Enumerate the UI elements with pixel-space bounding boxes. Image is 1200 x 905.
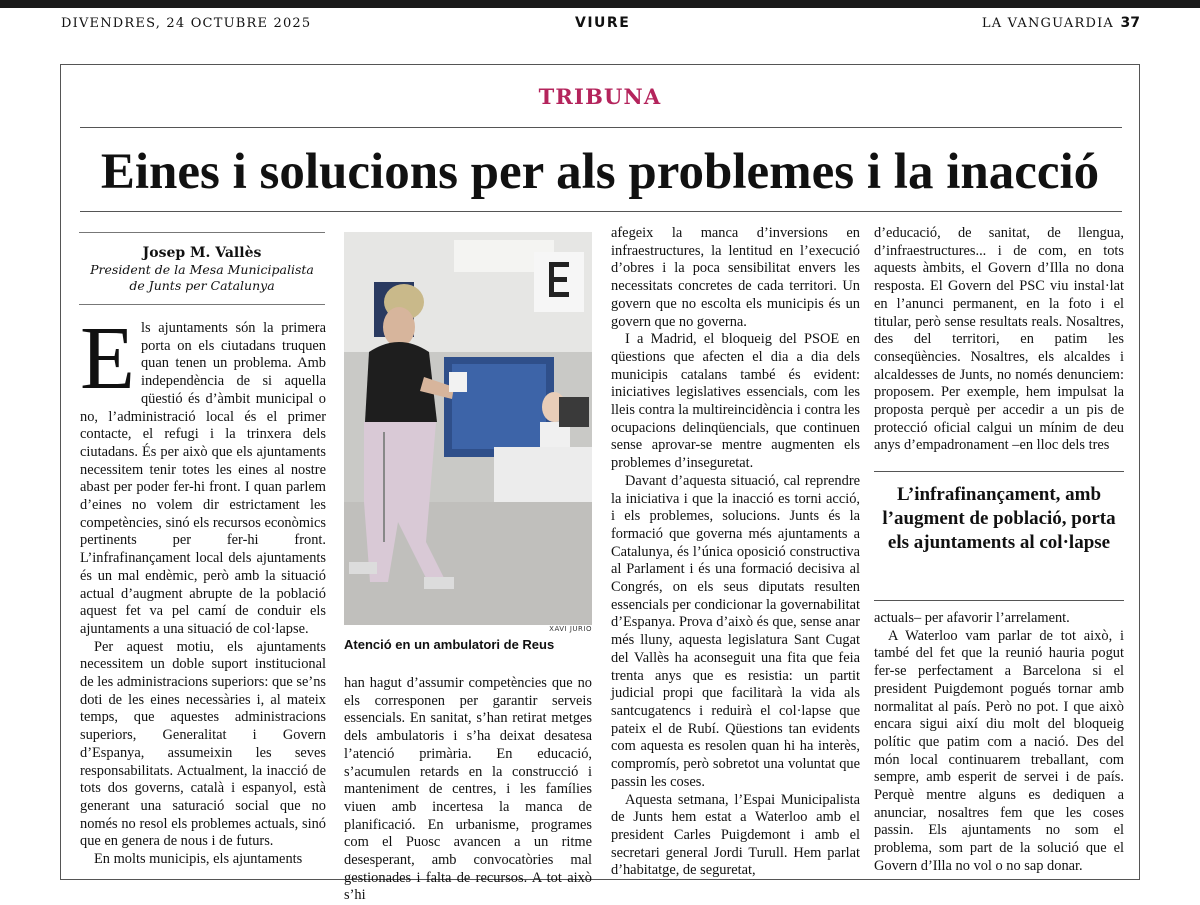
column-4-bottom bbox=[874, 610, 1124, 876]
paragraph: A Waterloo vam parlar de tot això, i també del fet que la reunió hauria pogut fer-se perfectament a Barcelona si el president Puigdemont pogués tornar amb normalitat al país. Però no pot. I que això encara sigui així diu molt del bloqueig polític que patim com a nació. Des del món local continuarem treballant, com sempre, amb esperit de servei i de país. Perquè mentre alguns es dediquen a anunciar, nosaltres fem que les coses passin. Els ajuntaments no som el problema, som part de la solució que el Govern d’Illa no vol o no sap donar. bbox=[874, 627, 1124, 874]
author-rule-bottom bbox=[79, 304, 325, 305]
paragraph: afegeix la manca d’inversions en infraestructures, la lentitud en l’execució d’obres i la poca sensibilitat envers les necessitats concretes de cada territori. Un govern que no escolta els municipis és un govern que no governa. bbox=[611, 225, 860, 330]
column-2 bbox=[344, 675, 592, 905]
author-rule-top bbox=[79, 232, 325, 233]
headline-rule bbox=[80, 211, 1122, 212]
paragraph: Davant d’aquesta situació, cal reprendre la iniciativa i que la inacció es torni acció, i els problemes, solucions. Junts és la formació que governa més ajuntaments a Catalunya, és l’única oposició constructiva al Parlament i és una formació decisiva al Congrés, on els seus diputats resulten essencials per condicionar la governabilitat d’Espanya. Prova d’això és que, sense anar més lluny, aquesta legislatura Sant Cugat del Vallès ha aconseguit una fita que feia trenta anys que es resistia: un partit judicial propi que facilitarà la vida als santcugatencs i reduirà el col·lapse que pateix el de Rubí. Qüestions tan evidents com aquesta es resolen quan hi ha interès, compromís, però sobretot una voluntat que passin les coses. bbox=[611, 472, 860, 790]
column-4-top bbox=[874, 225, 1124, 455]
paragraph: Aquesta setmana, l’Espai Municipalista de Junts hem estat a Waterloo amb el president Carles Puigdemont i amb el secretari general Jordi Turull. Hem parlat d’habitatge, de seguretat, bbox=[611, 791, 860, 879]
paragraph: actuals– per afavorir l’arrelament. bbox=[874, 610, 1070, 626]
clinic-photo-illustration bbox=[344, 232, 592, 625]
photo-credit: XAVI JURIO bbox=[549, 625, 592, 633]
paragraph: En molts municipis, els ajuntaments bbox=[94, 851, 303, 868]
paragraph: I a Madrid, el bloqueig del PSOE en qüestions que afecten el dia a dia dels municipis catalans també és evident: iniciatives legislatives essencials, com les lleis contra la multireincidència i contra les ocupacions delinqüencials, que continuen sense aprovar-se mentre augmenten els problemes d’inseguretat. bbox=[611, 331, 860, 472]
pull-quote-rule-top bbox=[874, 471, 1124, 472]
photo-caption: Atenció en un ambulatori de Reus bbox=[344, 637, 555, 652]
kicker-rule bbox=[80, 127, 1122, 128]
author-role-1: President de la Mesa Municipalista bbox=[90, 262, 314, 277]
author-block bbox=[79, 244, 325, 294]
column-3 bbox=[611, 225, 860, 880]
author-role-2: de Junts per Catalunya bbox=[129, 278, 275, 293]
page-number: 37 bbox=[1120, 15, 1140, 31]
headline: Eines i solucions per als problemes i la inacció bbox=[100, 144, 1100, 200]
column-1 bbox=[80, 309, 326, 870]
pull-quote-rule-bottom bbox=[874, 600, 1124, 601]
issue-date: DIVENDRES, 24 OCTUBRE 2025 bbox=[61, 16, 312, 31]
paragraph: Per aquest motiu, els ajuntaments necessitem un doble suport institucional de les administracions superiors: que se’ns doti de les eines necessàries i, al mateix temps, que aquestes administracions superiors, Generalitat i Govern d’Espanya, assumeixin les seves responsabilitats. Actualment, la inacció de tots dos governs, català i espanyol, està generant una saturació social que no només no resol els problemes actuals, sinó que en genera de nous i de futurs. bbox=[80, 638, 326, 850]
publication-name: LA VANGUARDIA bbox=[981, 16, 1114, 31]
pull-quote: L’infrafinançament, amb l’augment de població, porta els ajuntaments al col·lapse bbox=[882, 484, 1116, 553]
top-bar bbox=[0, 0, 1200, 8]
paragraph: ls ajuntaments són la primera porta on els ciutadans truquen quan tenen un problema. Amb independència de si aquella qüestió és d’àmbit municipal o no, l’administració local és el primer contacte, el refugi i la trinxera dels ciutadans. És per això que els ajuntaments necessitem tenir totes les eines al nostre abast per poder fer-hi front. I quan parlem d’eines no volem dir estrictament les competències, sinó els recursos econòmics pertinents per fer-hi front. L’infrafinançament local dels ajuntaments és un mal endèmic, però amb la situació actual d’augment abrupte de la població aquest fet va pel camí de conduir els ajuntaments a una situació de col·lapse. bbox=[80, 320, 326, 637]
kicker: TRIBUNA bbox=[538, 84, 662, 109]
running-head bbox=[0, 16, 1200, 36]
section-name: VIURE bbox=[575, 15, 631, 31]
author-name: Josep M. Vallès bbox=[142, 245, 262, 261]
paragraph: han hagut d’assumir competències que no els corresponen per garantir serveis essencials. En sanitat, s’han retirat metges dels ambulatoris i s’ha deixat desatesa l’atenció primària. En educació, s’acumulen retards en la construcció i manteniment de centres, i les famílies viuen amb incertesa la manca de planificació. En urbanisme, programes com el Puosc avancen a un ritme desesperant, amb convocatòries mal gestionades i falta de recursos. A tot això s’hi bbox=[344, 675, 592, 904]
article-photo bbox=[344, 232, 592, 625]
paragraph: d’educació, de sanitat, de llengua, d’infraestructures... i de com, en tots aquests àmbits, el Govern d’Illa no dona resposta. El Govern del PSC viu instal·lat en l’anunci permanent, en la foto i el titular, però sense resultats reals. Nosaltres, des del territori, en patim les conseqüències. Nosaltres, els alcaldes i alcaldesses de Junts, no només denunciem: proposem. Per exemple, hem impulsat la proposta perquè per accedir a un pis de protecció oficial calgui un mínim de deu anys d’empadronament –en lloc dels tres bbox=[874, 225, 1124, 454]
drop-cap: E bbox=[80, 309, 135, 408]
